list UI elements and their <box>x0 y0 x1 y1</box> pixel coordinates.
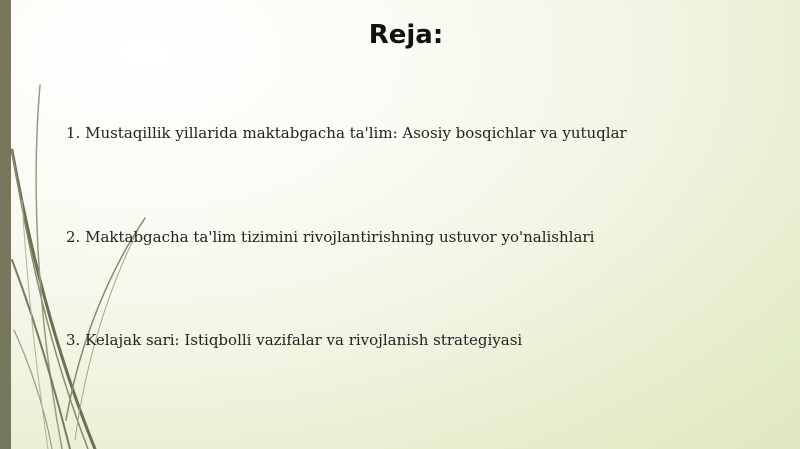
plan-item-1: 1. Mustaqillik yillarida maktabgacha ta'lim: Asosiy bosqichlar va yutuqlar <box>66 124 627 142</box>
slide-title: Reja: <box>368 20 444 50</box>
plan-item-3: 3. Kelajak sari: Istiqbolli vazifalar va rivojlanish strategiyasi <box>66 331 523 349</box>
plan-item-2: 2. Maktabgacha ta'lim tizimini rivojlantirishning ustuvor yo'nalishlari <box>66 228 595 246</box>
